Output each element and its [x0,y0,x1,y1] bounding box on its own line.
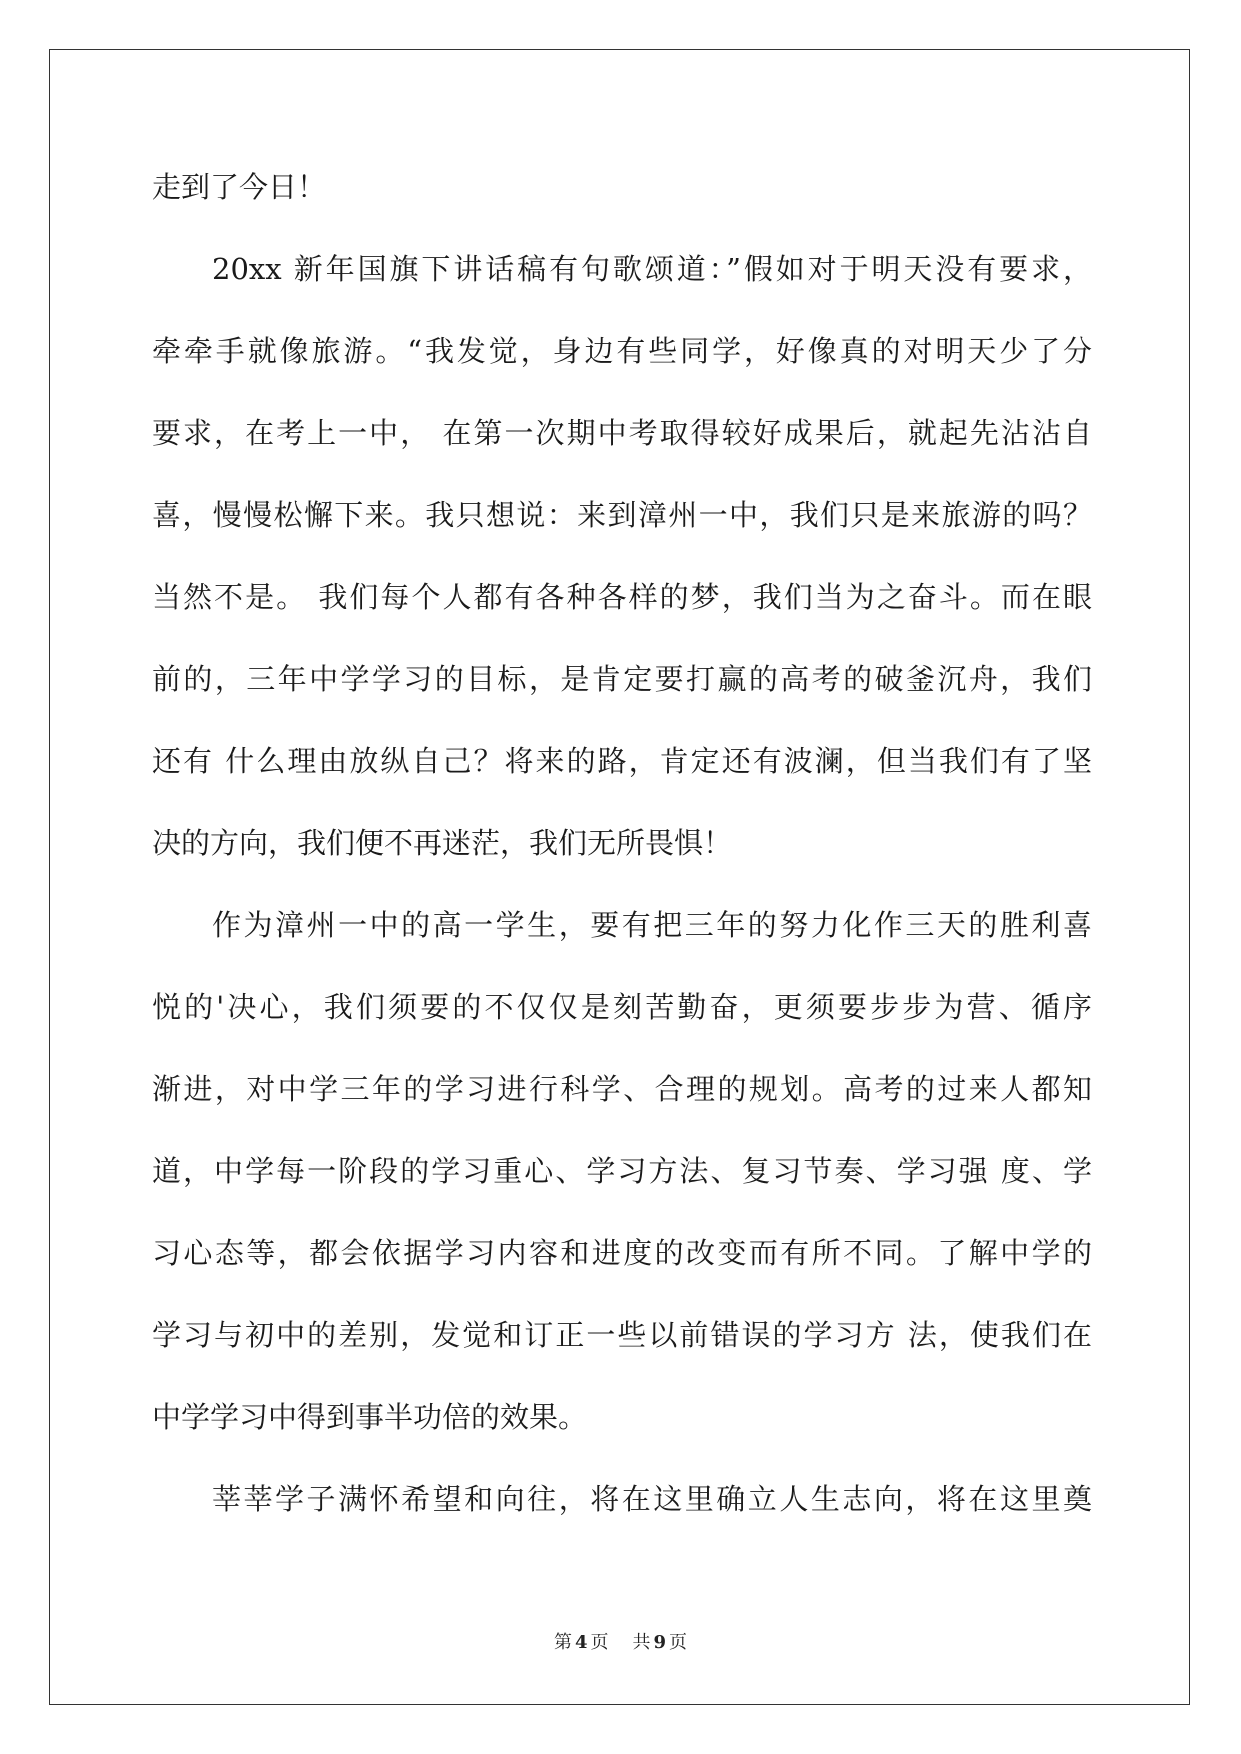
text-line: 决的方向，我们便不再迷茫，我们无所畏惧！ [152,826,733,860]
footer-total-suffix: 页 [669,1632,688,1653]
text-line: 走到了今日！ [152,170,327,204]
page-footer [0,1628,1241,1654]
text-line: 作为漳州一中的高一学生，要有把三年的努力化作三天的胜利喜 [212,908,1092,942]
footer-page-suffix: 页 [590,1632,609,1653]
current-page-number: 4 [574,1632,588,1653]
text-line: 悦的'决心，我们须要的不仅仅是刻苦勤奋，更须要步步为营、循序 [152,990,1092,1024]
footer-total-prefix: 共 [632,1632,651,1653]
text-line: 牵牵手就像旅游。“我发觉，身边有些同学，好像真的对明天少了分 [152,334,1092,368]
text-line: 前的，三年中学学习的目标，是肯定要打赢的高考的破釜沉舟，我们 [152,662,1092,696]
footer-prefix: 第 [553,1632,572,1653]
text-line: 渐进，对中学三年的学习进行科学、合理的规划。高考的过来人都知 [152,1072,1092,1106]
text-line: 莘莘学子满怀希望和向往，将在这里确立人生志向，将在这里奠 [212,1482,1092,1516]
text-line: 要求，在考上一中， 在第一次期中考取得较好成果后，就起先沾沾自 [152,416,1092,450]
text-line: 当然不是。 我们每个人都有各种各样的梦，我们当为之奋斗。而在眼 [152,580,1092,614]
document-body [152,163,1092,1557]
text-line: 20xx 新年国旗下讲话稿有句歌颂道：”假如对于明天没有要求， [212,252,1092,286]
text-line: 习心态等，都会依据学习内容和进度的改变而有所不同。了解中学的 [152,1236,1092,1270]
text-line: 道，中学每一阶段的学习重心、学习方法、复习节奏、学习强 度、学 [152,1154,1092,1188]
text-line: 学习与初中的差别，发觉和订正一些以前错误的学习方 法，使我们在 [152,1318,1092,1352]
text-line: 还有 什么理由放纵自己？将来的路，肯定还有波澜，但当我们有了坚 [152,744,1092,778]
text-line: 中学学习中得到事半功倍的效果。 [152,1400,588,1434]
total-pages-number: 9 [653,1632,667,1653]
text-line: 喜，慢慢松懈下来。我只想说：来到漳州一中，我们只是来旅游的吗？ [152,498,1092,532]
